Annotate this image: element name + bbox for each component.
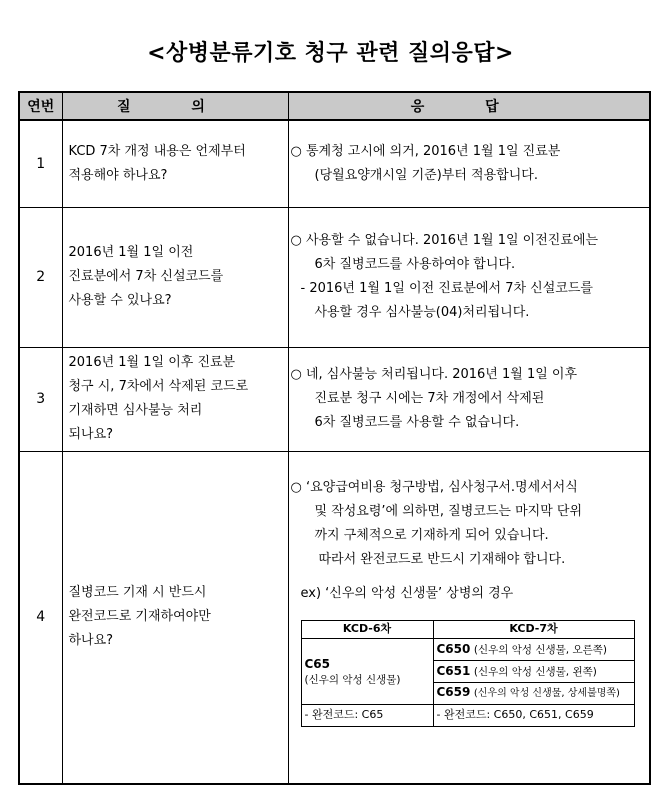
example-code-table bbox=[301, 620, 635, 727]
row-number: 1 bbox=[19, 120, 62, 207]
example-label: ex) ‘신우의 악성 신생물’ 상병의 경우 bbox=[300, 585, 514, 601]
kcd6-code-cell: C65 (신우의 악성 신생물) bbox=[301, 638, 433, 704]
table-row bbox=[19, 120, 650, 207]
table-header-row bbox=[19, 92, 650, 120]
example-code-row bbox=[301, 638, 634, 660]
row-number: 2 bbox=[19, 207, 62, 347]
qa-table bbox=[18, 91, 651, 785]
header-question: 질 의 bbox=[62, 92, 288, 120]
answer-cell: ○ 사용할 수 없습니다. 2016년 1월 1일 이전진료에는 6차 질병코드를 사용하여야 합니다. - 2016년 1월 1일 이전 진료분에서 7차 신설코드를 사용할 경우 심사불능(04)처리됩니다. bbox=[288, 207, 650, 347]
header-no: 연번 bbox=[19, 92, 62, 120]
kcd6-header: KCD-6차 bbox=[301, 620, 433, 638]
kcd7-header: KCD-7차 bbox=[433, 620, 634, 638]
answer-cell: ○ 네, 심사불능 처리됩니다. 2016년 1월 1일 이후 진료분 청구 시에는 7차 개정에서 삭제된 6차 질병코드를 사용할 수 없습니다. bbox=[288, 347, 650, 451]
row-number: 3 bbox=[19, 347, 62, 451]
table-row bbox=[19, 347, 650, 451]
answer-cell: ○ ‘요양급여비용 청구방법, 심사청구서.명세서서식 및 작성요령’에 의하면, 질병코드는 마지막 단위 까지 구체적으로 기재하게 되어 있습니다. 따라서 완전코드로 반드시 기재해야 합니다. ex) ‘신우의 악성 신생물’ 상병의 경우 KCD-6차 KCD-7차 C65 (신우의 악성 신생물) C650 (신우의 악성 신생물, 오른쪽) C651 (신우의 악성 신생물, 왼쪽) C659 (신우의 악성 신생물, 상세불명쪽) - 완전코드: C65 - 완전코드: C650, C651, C659 bbox=[288, 451, 650, 784]
kcd7-full-code: - 완전코드: C650, C651, C659 bbox=[433, 704, 634, 726]
answer-cell: ○ 통계청 고시에 의거, 2016년 1월 1일 진료분 (당월요양개시일 기준)부터 적용합니다. bbox=[288, 120, 650, 207]
kcd6-full-code: - 완전코드: C65 bbox=[301, 704, 433, 726]
question-cell: 질병코드 기재 시 반드시 완전코드로 기재하여야만 하나요? bbox=[62, 451, 288, 784]
example-full-code-row bbox=[301, 704, 634, 726]
header-answer: 응 답 bbox=[288, 92, 650, 120]
table-row bbox=[19, 207, 650, 347]
page-title: <상병분류기호 청구 관련 질의응답> bbox=[147, 41, 514, 66]
question-cell: 2016년 1월 1일 이전 진료분에서 7차 신설코드를 사용할 수 있나요? bbox=[62, 207, 288, 347]
kcd7-code-cell: C650 (신우의 악성 신생물, 오른쪽) bbox=[433, 638, 634, 660]
question-cell: 2016년 1월 1일 이후 진료분 청구 시, 7차에서 삭제된 코드로 기재하면 심사불능 처리 되나요? bbox=[62, 347, 288, 451]
row-number: 4 bbox=[19, 451, 62, 784]
kcd7-code-cell: C659 (신우의 악성 신생물, 상세불명쪽) bbox=[433, 682, 634, 704]
kcd7-code-cell: C651 (신우의 악성 신생물, 왼쪽) bbox=[433, 660, 634, 682]
question-cell: KCD 7차 개정 내용은 언제부터 적용해야 하나요? bbox=[62, 120, 288, 207]
table-row bbox=[19, 451, 650, 784]
example-header-row bbox=[301, 620, 634, 638]
